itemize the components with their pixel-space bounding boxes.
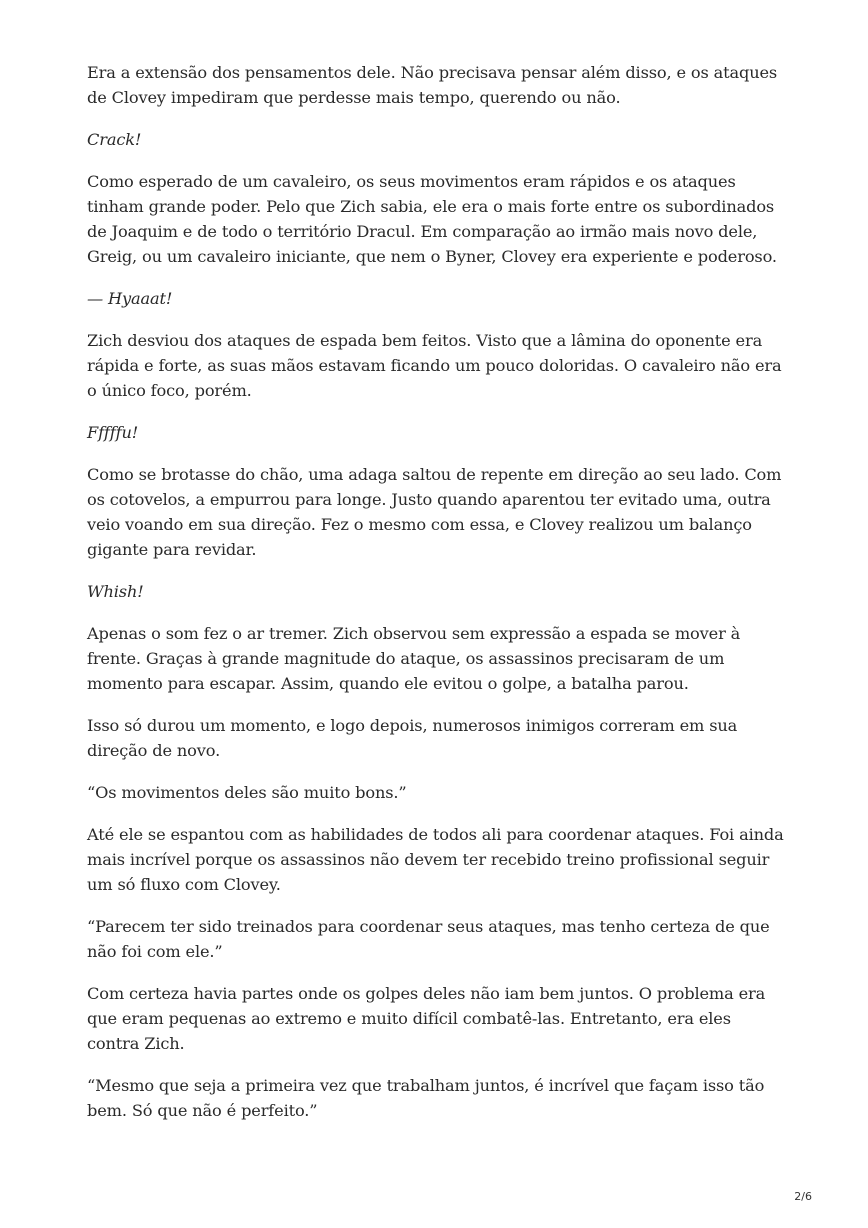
paragraph: Apenas o som fez o ar tremer. Zich observou sem expressão a espada se mover à frente. Graças à grande magnitude do ataque, os assassinos precisaram de um momento para escapar. Assim, quando ele evitou o golpe, a batalha parou. bbox=[87, 624, 741, 693]
page-number: 2/6 bbox=[794, 1190, 812, 1203]
paragraph: Era a extensão dos pensamentos dele. Não precisava pensar além disso, e os ataques de Clovey impediram que perdesse mais tempo, querendo ou não. bbox=[87, 63, 778, 107]
dialogue: “Mesmo que seja a primeira vez que trabalham juntos, é incrível que façam isso tão bem. Só que não é perfeito.” bbox=[87, 1076, 765, 1120]
sound-effect: Crack! bbox=[87, 130, 142, 149]
paragraph: Isso só durou um momento, e logo depois, numerosos inimigos correram em sua direção de novo. bbox=[87, 716, 738, 760]
sound-effect: — Hyaaat! bbox=[87, 289, 173, 308]
dialogue: “Parecem ter sido treinados para coordenar seus ataques, mas tenho certeza de que não foi com ele.” bbox=[87, 917, 770, 961]
paragraph: Como se brotasse do chão, uma adaga saltou de repente em direção ao seu lado. Com os cotovelos, a empurrou para longe. Justo quando aparentou ter evitado uma, outra veio voando em sua direção. Fez o mesmo com essa, e Clovey realizou um balanço gigante para revidar. bbox=[87, 465, 782, 559]
paragraph: Até ele se espantou com as habilidades de todos ali para coordenar ataques. Foi ainda mais incrível porque os assassinos não devem ter recebido treino profissional seguir um só fluxo com Clovey. bbox=[87, 825, 784, 894]
paragraph: Com certeza havia partes onde os golpes deles não iam bem juntos. O problema era que eram pequenas ao extremo e muito difícil combatê-las. Entretanto, era eles contra Zich. bbox=[87, 984, 766, 1053]
sound-effect: Whish! bbox=[87, 582, 144, 601]
paragraph: Zich desviou dos ataques de espada bem feitos. Visto que a lâmina do oponente era rápida e forte, as suas mãos estavam ficando um pouco doloridas. O cavaleiro não era o único foco, porém. bbox=[87, 331, 782, 400]
dialogue: “Os movimentos deles são muito bons.” bbox=[87, 783, 407, 802]
document-body bbox=[87, 60, 787, 1140]
sound-effect: Fffffu! bbox=[87, 423, 139, 442]
paragraph: Como esperado de um cavaleiro, os seus movimentos eram rápidos e os ataques tinham grande poder. Pelo que Zich sabia, ele era o mais forte entre os subordinados de Joaquim e de todo o território Dracul. Em comparação ao irmão mais novo dele, Greig, ou um cavaleiro iniciante, que nem o Byner, Clovey era experiente e poderoso. bbox=[87, 172, 777, 266]
